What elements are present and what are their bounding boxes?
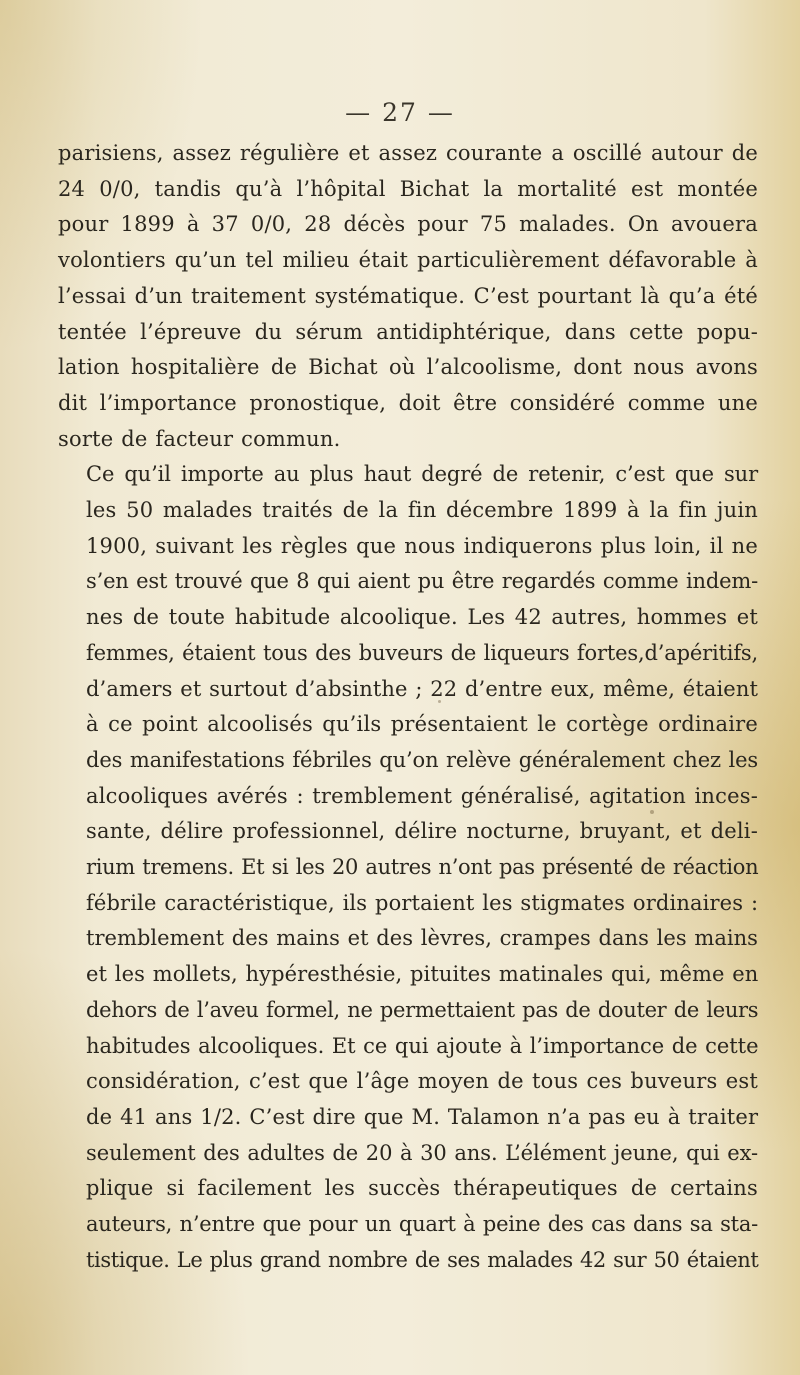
text-line: habitudes alcooliques. Et ce qui ajoute à l’importance de cette	[86, 1033, 759, 1058]
ink-speck	[438, 700, 441, 703]
text-line: seulement des adultes de 20 à 30 ans. L’élément jeune, qui ex-	[86, 1140, 759, 1165]
text-line: et les mollets, hypéresthésie, pituites matinales qui, même en	[86, 962, 759, 987]
text-line: 24 0/0, tandis qu’à l’hôpital Bichat la mortalité est montée	[58, 176, 758, 201]
text-line: les 50 malades traités de la fin décembre 1899 à la fin juin	[86, 498, 758, 523]
text-line: lation hospitalière de Bichat où l’alcoolisme, dont nous avons	[58, 355, 758, 380]
text-line: s’en est trouvé que 8 qui aient pu être regardés comme indem-	[86, 569, 758, 594]
text-line: femmes, étaient tous des buveurs de liqueurs fortes,d’apéritifs,	[86, 640, 759, 665]
text-line: tentée l’épreuve du sérum antidiphtérique, dans cette popu-	[58, 319, 758, 344]
text-line: plique si facilement les succès thérapeutiques de certains	[86, 1176, 758, 1201]
text-line: rium tremens. Et si les 20 autres n’ont pas présenté de réaction	[86, 855, 759, 880]
text-line: l’essai d’un traitement systématique. C’est pourtant là qu’a été	[58, 283, 758, 308]
text-line: tistique. Le plus grand nombre de ses malades 42 sur 50 étaient	[86, 1247, 759, 1272]
text-line: pour 1899 à 37 0/0, 28 décès pour 75 malades. On avouera	[58, 212, 758, 237]
text-line: fébrile caractéristique, ils portaient les stigmates ordinaires :	[86, 890, 759, 915]
text-line: dehors de l’aveu formel, ne permettaient pas de douter de leurs	[86, 997, 759, 1022]
text-line: dit l’importance pronostique, doit être considéré comme une	[58, 390, 758, 415]
text-line: sante, délire professionnel, délire nocturne, bruyant, et deli-	[86, 819, 758, 844]
text-line: des manifestations fébriles qu’on relève généralement chez les	[86, 747, 759, 772]
text-line: alcooliques avérés : tremblement généralisé, agitation inces-	[86, 783, 758, 808]
page-number: — 27 —	[345, 98, 455, 127]
text-line: 1900, suivant les règles que nous indiquerons plus loin, il ne	[86, 533, 758, 558]
text-line: tremblement des mains et des lèvres, crampes dans les mains	[86, 926, 758, 951]
paragraph-2	[58, 457, 758, 1278]
paragraph-1	[58, 136, 758, 457]
ink-speck	[650, 810, 654, 814]
text-line: volontiers qu’un tel milieu était particulièrement défavorable à	[58, 248, 758, 273]
text-line: considération, c’est que l’âge moyen de tous ces buveurs est	[86, 1069, 758, 1094]
text-line: d’amers et surtout d’absinthe ; 22 d’entre eux, même, étaient	[86, 676, 758, 701]
text-line: parisiens, assez régulière et assez courante a oscillé autour de	[58, 141, 758, 165]
text-line: à ce point alcoolisés qu’ils présentaient le cortège ordinaire	[86, 712, 758, 737]
text-line: sorte de facteur commun.	[58, 426, 341, 451]
text-line: Ce qu’il importe au plus haut degré de retenir, c’est que sur	[86, 462, 758, 487]
body-text	[58, 136, 758, 1279]
text-line: de 41 ans 1/2. C’est dire que M. Talamon n’a pas eu à traiter	[86, 1104, 759, 1129]
text-line: nes de toute habitude alcoolique. Les 42 autres, hommes et	[86, 605, 758, 630]
text-line: auteurs, n’entre que pour un quart à peine des cas dans sa sta-	[86, 1212, 758, 1237]
